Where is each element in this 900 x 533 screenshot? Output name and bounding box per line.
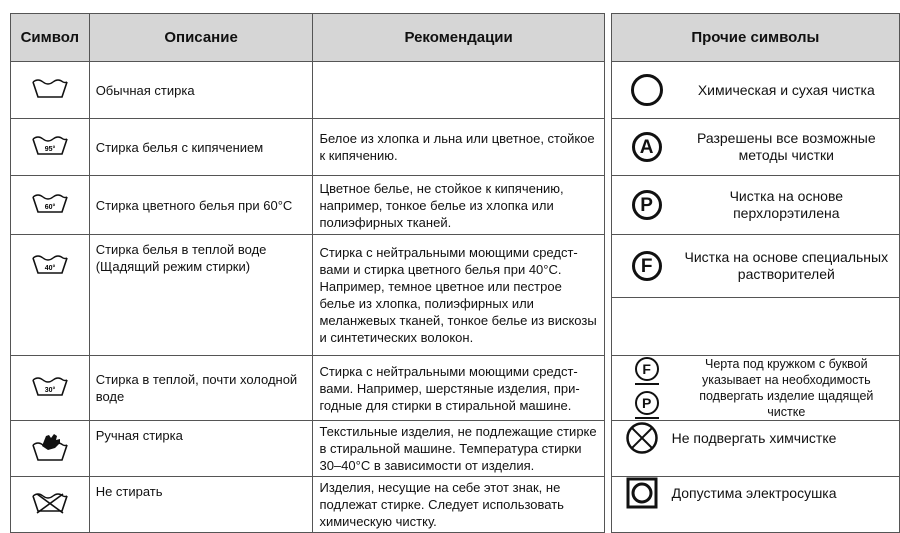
wash-temp-label: 60° — [44, 204, 56, 211]
circle-f-icon: F — [632, 251, 662, 281]
wash-40-icon — [30, 253, 70, 275]
table-row — [11, 62, 900, 119]
other-text: Разрешены все возможные методы чистки — [696, 130, 876, 163]
row-description: Обычная стирка — [89, 62, 313, 119]
other-text: Чистка на основе перхлорэтилена — [729, 188, 844, 221]
wash-temp-label: 95° — [44, 146, 56, 153]
row-recommendation: Цветное белье, не стойкое к кипячению, например, тонкое белье из хлопка или полиэфирных тканей. — [313, 176, 604, 235]
table-row — [11, 119, 900, 176]
circle-p-small-icon: P — [635, 391, 659, 415]
row-description: Ручная стирка — [89, 421, 313, 477]
row-description: Стирка белья в теплой воде (Щадящий режим стирки) — [89, 235, 313, 356]
row-recommendation: Стирка с нейтральными моющими средст-вами. Например, шерстяные изделия, при-годные для стирки в стиральной машине. — [313, 356, 604, 421]
wash-temp-label: 40° — [44, 265, 56, 272]
row-recommendation — [313, 62, 604, 119]
do-not-wash-icon — [30, 491, 70, 515]
row-description: Стирка в теплой, почти холодной воде — [89, 356, 313, 421]
wash-60-icon — [30, 192, 70, 214]
row-description: Стирка цветного белья при 60°С — [89, 176, 313, 235]
circle-p-icon: P — [632, 190, 662, 220]
circle-a-icon: A — [632, 132, 662, 162]
row-recommendation: Белое из хлопка и льна или цветное, стойкое к кипячению. — [313, 119, 604, 176]
circle-f-small-icon: F — [635, 357, 659, 381]
other-text: Черта под кружком с буквой указывает на необходимость подвергать изделие щадящей чистке — [699, 357, 874, 419]
row-recommendation: Стирка с нейтральными моющими средст-вами и стирка цветного белья при 40°С. Например, темное цветное или пестрое белье из хлопка, полиэфирных или меланжевых тканей, тонкое белье из вискозы и синтетических волокон. — [313, 235, 604, 356]
care-symbols-table — [10, 13, 900, 533]
table-row — [11, 235, 900, 356]
tumble-dry-icon — [626, 477, 658, 509]
other-text: Химическая и сухая чистка — [697, 81, 875, 98]
table-row — [11, 176, 900, 235]
other-text: Не подвергать химчистке — [671, 429, 837, 446]
circle-icon — [631, 74, 663, 106]
crossed-circle-icon — [625, 421, 659, 455]
header-symbol: Символ — [11, 14, 90, 62]
table-row — [11, 421, 900, 477]
wash-temp-label: 30° — [44, 387, 56, 394]
other-text: Чистка на основе специальных растворителей — [684, 249, 889, 282]
other-text: Допустима электросушка — [671, 484, 837, 501]
row-recommendation: Текстильные изделия, не подлежащие стирке в стиральной машине. Температура стирки 30–40°С в зависимости от изделия. — [313, 421, 604, 477]
row-description: Стирка белья с кипячением — [89, 119, 313, 176]
row-recommendation: Изделия, несущие на себе этот знак, не подлежат стирке. Следует использовать химическую чистку. — [313, 477, 604, 533]
wash-tub-icon — [30, 77, 70, 99]
table-row — [11, 477, 900, 533]
header-description: Описание — [89, 14, 313, 62]
wash-30-icon — [30, 375, 70, 397]
hand-wash-icon — [30, 432, 70, 462]
header-other-symbols: Прочие символы — [611, 14, 899, 62]
wash-95-icon — [30, 134, 70, 156]
table-row — [11, 356, 900, 421]
row-description: Не стирать — [89, 477, 313, 533]
header-recommendations: Рекомендации — [313, 14, 604, 62]
